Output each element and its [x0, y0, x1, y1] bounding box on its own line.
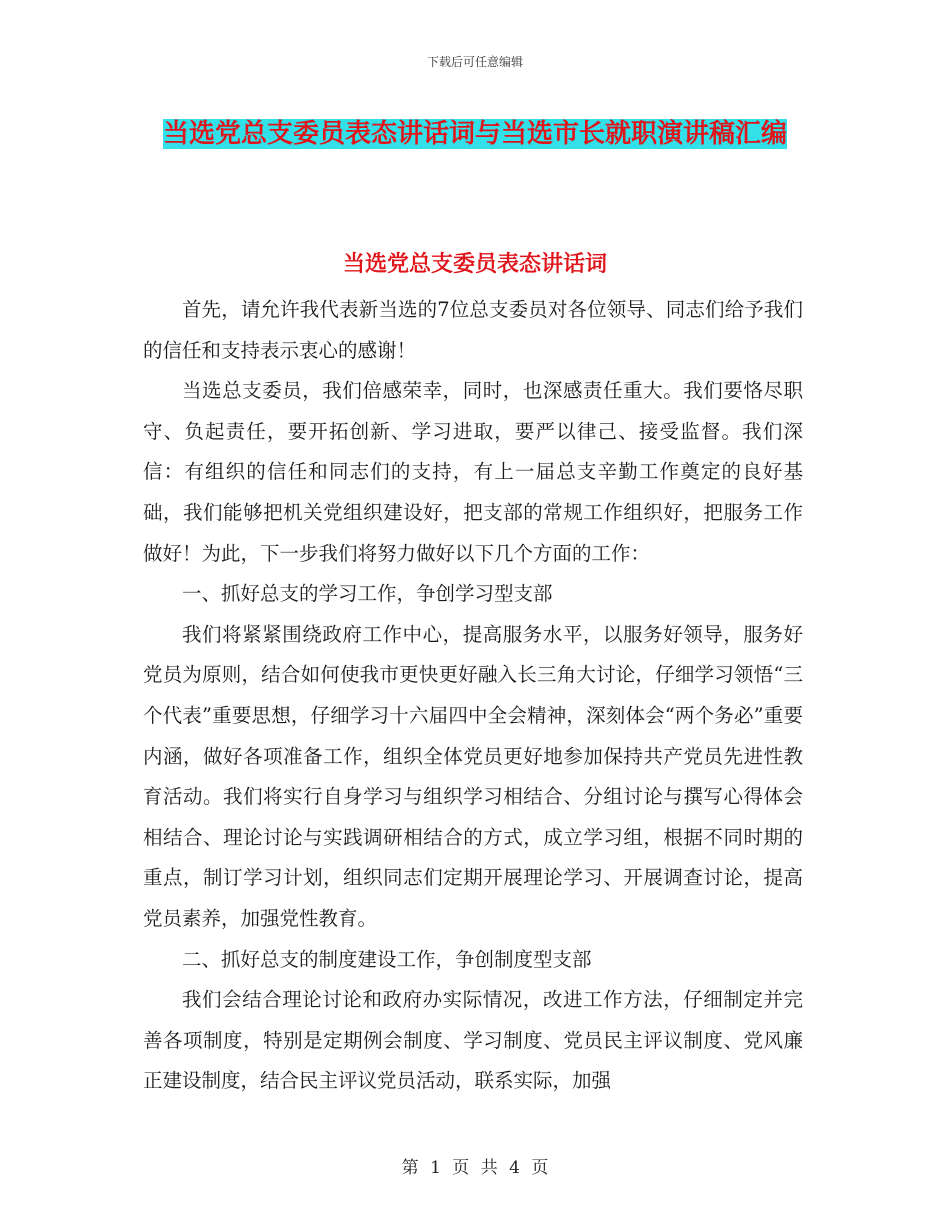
- section-heading: 一、抓好总支的学习工作，争创学习型支部: [182, 582, 553, 606]
- section-title: 当选党总支委员表态讲话词: [342, 251, 607, 277]
- document-title-text: 当选党总支委员表态讲话词与当选市长就职演讲稿汇编: [162, 119, 787, 149]
- paragraph: 首先，请允许我代表新当选的7位总支委员对各位领导、同志们给予我们的信任和支持表示衷心的感谢！: [143, 298, 803, 362]
- header-note: 下载后可任意编辑: [426, 55, 523, 69]
- document-title: [145, 112, 805, 156]
- section-heading: 二、抓好总支的制度建设工作，争创制度型支部: [182, 947, 592, 971]
- paragraph: 当选总支委员，我们倍感荣幸，同时，也深感责任重大。我们要恪尽职守、负起责任，要开拓创新、学习进取，要严以律己、接受监督。我们深信：有组织的信任和同志们的支持，有上一届总支辛勤工作奠定的良好基础，我们能够把机关党组织建设好，把支部的常规工作组织好，把服务工作做好！为此，下一步我们将努力做好以下几个方面的工作：: [143, 379, 803, 565]
- paragraph: 我们会结合理论讨论和政府办实际情况，改进工作方法，仔细制定并完善各项制度，特别是定期例会制度、学习制度、党员民主评议制度、党风廉正建设制度，结合民主评议党员活动，联系实际，加强: [143, 988, 803, 1093]
- document-body: [143, 290, 803, 1102]
- page-footer: 第 1 页 共 4 页: [401, 1158, 549, 1178]
- paragraph: 我们将紧紧围绕政府工作中心，提高服务水平，以服务好领导，服务好党员为原则，结合如何使我市更快更好融入长三角大讨论，仔细学习领悟“三个代表”重要思想，仔细学习十六届四中全会精神，深刻体会“两个务必”重要内涵，做好各项准备工作，组织全体党员更好地参加保持共产党员先进性教育活动。我们将实行自身学习与组织学习相结合、分组讨论与撰写心得体会相结合、理论讨论与实践调研相结合的方式，成立学习组，根据不同时期的重点，制订学习计划，组织同志们定期开展理论学习、开展调查讨论，提高党员素养，加强党性教育。: [143, 622, 803, 930]
